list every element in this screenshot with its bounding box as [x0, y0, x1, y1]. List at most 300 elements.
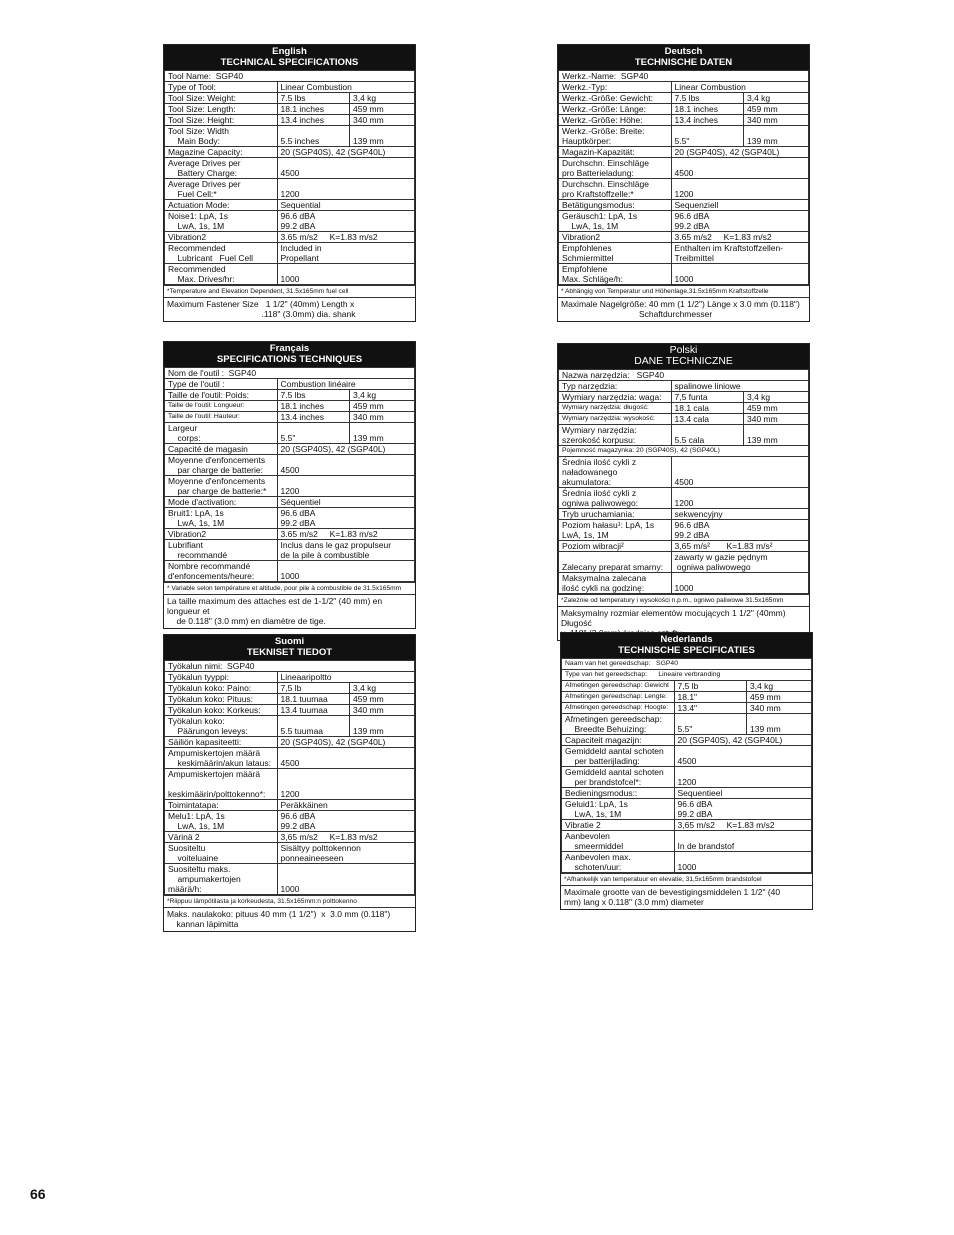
- spec-value-metric: 139 mm: [744, 425, 809, 446]
- spec-label: Nombre recommandé d'enfoncements/heure:: [165, 561, 278, 582]
- spec-value-imperial: 18.1 cala: [671, 403, 744, 414]
- spec-label: Empfohlenes Schmiermittel: [559, 243, 672, 264]
- spec-row: [562, 746, 812, 767]
- spec-row: [559, 370, 809, 381]
- section-title: DANE TECHNICZNE: [634, 356, 733, 367]
- spec-value-imperial: 13.4 cala: [671, 414, 744, 425]
- spec-value: 1000: [671, 264, 809, 285]
- spec-label: Werkz.-Größe: Höhe:: [559, 115, 672, 126]
- section-language: English: [272, 46, 307, 57]
- spec-label: Poziom hałasu¹: LpA, 1s LwA, 1s, 1M: [559, 520, 672, 541]
- spec-value-imperial: 7.5 lbs: [277, 93, 350, 104]
- spec-label: Wymiary narzędzia: waga:: [559, 392, 672, 403]
- section-header: [561, 633, 812, 658]
- spec-row: [559, 520, 809, 541]
- spec-value-metric: 340 mm: [350, 705, 415, 716]
- spec-value: 1200: [277, 179, 415, 200]
- spec-value: 1000: [277, 864, 415, 895]
- spec-value: 20 (SGP40S), 42 (SGP40L): [277, 737, 415, 748]
- spec-row: [559, 158, 809, 179]
- spec-value-metric: 459 mm: [350, 401, 415, 412]
- spec-value-metric: 3,4 kg: [744, 93, 809, 104]
- spec-label: Vibration2: [165, 529, 278, 540]
- spec-footnote: *Temperature and Elevation Dependent, 31.5x165mm fuel cell: [164, 285, 415, 298]
- spec-value: 1200: [277, 476, 415, 497]
- spec-label: Magazine Capacity:: [165, 147, 278, 158]
- spec-label: Average Drives per Fuel Cell:*: [165, 179, 278, 200]
- spec-value-metric: 139 mm: [350, 126, 415, 147]
- spec-value-imperial: 18.1 inches: [671, 104, 744, 115]
- spec-label: Taille de l'outil: Poids:: [165, 390, 278, 401]
- spec-value: 1200: [674, 767, 812, 788]
- spec-value: Included in Propellant: [277, 243, 415, 264]
- spec-row: [559, 200, 809, 211]
- spec-value-imperial: 18.1": [674, 692, 747, 703]
- spec-row: [559, 403, 809, 414]
- spec-value-metric: 459 mm: [744, 104, 809, 115]
- spec-value-imperial: 5.5": [674, 714, 747, 735]
- spec-value: 3.65 m/s2 K=1.83 m/s2: [671, 232, 809, 243]
- spec-row: [165, 455, 415, 476]
- spec-rows: [164, 660, 415, 895]
- spec-row: [165, 264, 415, 285]
- spec-value-metric: 139 mm: [350, 716, 415, 737]
- spec-row: [562, 703, 812, 714]
- spec-label: Betätigungsmodus:: [559, 200, 672, 211]
- spec-table-english: [163, 44, 416, 322]
- spec-label: Taille de l'outil: Longueur:: [165, 401, 278, 412]
- section-language: Deutsch: [664, 46, 703, 57]
- spec-value: 1200: [671, 488, 809, 509]
- spec-value: 20 (SGP40S), 42 (SGP40L): [277, 444, 415, 455]
- spec-value: 4500: [277, 158, 415, 179]
- spec-label: Type de l'outil :: [165, 379, 278, 390]
- spec-table-francais: [163, 341, 416, 629]
- spec-label: Naam van het gereedschap: SGP40: [562, 659, 812, 670]
- spec-row: [165, 243, 415, 264]
- spec-value: Sequential: [277, 200, 415, 211]
- spec-value-imperial: 5.5 cala: [671, 425, 744, 446]
- spec-value-imperial: 13.4 tuumaa: [277, 705, 350, 716]
- spec-row: [165, 705, 415, 716]
- spec-label: Afmetingen gereedschap: Hoogte:: [562, 703, 675, 714]
- spec-label: Afmetingen gereedschap: Gewicht: [562, 681, 675, 692]
- spec-row: [559, 446, 809, 457]
- spec-label: Actuation Mode:: [165, 200, 278, 211]
- spec-label: Vibratie 2: [562, 820, 675, 831]
- spec-table-nederlands: [560, 632, 813, 910]
- spec-label: Pojemność magazynka: 20 (SGP40S), 42 (SGP40L): [559, 446, 809, 457]
- max-fastener-size: Maximale grootte van de bevestigingsmiddelen 1 1/2" (40 mm) lang x 0.118" (3.0 mm) diameter: [564, 887, 781, 907]
- spec-row: [559, 104, 809, 115]
- spec-label: Tryb uruchamiania:: [559, 509, 672, 520]
- spec-value-metric: 459 mm: [350, 104, 415, 115]
- section-header: [164, 635, 415, 660]
- spec-row: [165, 423, 415, 444]
- spec-value-imperial: 18.1 tuumaa: [277, 694, 350, 705]
- spec-row: [559, 147, 809, 158]
- spec-row: [165, 126, 415, 147]
- spec-label: Poziom wibracji²: [559, 541, 672, 552]
- spec-row: [559, 82, 809, 93]
- spec-row: [559, 211, 809, 232]
- spec-value: Linear Combustion: [277, 82, 415, 93]
- spec-value-imperial: 7,5 funta: [671, 392, 744, 403]
- spec-value-metric: 459 mm: [744, 403, 809, 414]
- section-header: [558, 344, 809, 369]
- spec-row: [562, 788, 812, 799]
- spec-row: [559, 573, 809, 594]
- spec-value: 3.65 m/s2 K=1.83 m/s2: [277, 232, 415, 243]
- spec-value-imperial: 5.5": [671, 126, 744, 147]
- spec-row: [165, 368, 415, 379]
- spec-label: Afmetingen gereedschap: Breedte Behuizing:: [562, 714, 675, 735]
- spec-value: 1000: [277, 561, 415, 582]
- spec-value-metric: 3,4 kg: [350, 390, 415, 401]
- spec-value-metric: 3,4 kg: [350, 683, 415, 694]
- spec-label: Geräusch1: LpA, 1s LwA, 1s, 1M: [559, 211, 672, 232]
- spec-label: Noise1: LpA, 1s LwA, 1s, 1M: [165, 211, 278, 232]
- spec-value: zawarty w gazie pędnym ogniwa paliwowego: [671, 552, 809, 573]
- spec-label: Mode d'activation:: [165, 497, 278, 508]
- spec-row: [165, 661, 415, 672]
- spec-row: [165, 832, 415, 843]
- spec-value: 3,65 m/s² K=1.83 m/s²: [671, 541, 809, 552]
- section-language: Nederlands: [660, 634, 713, 645]
- spec-rows: [561, 658, 812, 873]
- spec-value: Sequentieel: [674, 788, 812, 799]
- spec-row: [165, 748, 415, 769]
- spec-value: 96.6 dBA 99.2 dBA: [671, 211, 809, 232]
- spec-value-metric: 139 mm: [350, 423, 415, 444]
- spec-label: Työkalun tyyppi:: [165, 672, 278, 683]
- spec-value: Enthalten im Kraftstoffzellen- Treibmittel: [671, 243, 809, 264]
- spec-value-imperial: 18.1 inches: [277, 401, 350, 412]
- spec-row: [559, 414, 809, 425]
- spec-label: Typ narzędzia:: [559, 381, 672, 392]
- spec-row: [165, 390, 415, 401]
- spec-label: Type of Tool:: [165, 82, 278, 93]
- spec-row: [559, 541, 809, 552]
- spec-value: Lineaaripoltto: [277, 672, 415, 683]
- spec-label: Capacité de magasin: [165, 444, 278, 455]
- spec-row: [562, 820, 812, 831]
- spec-footnote: *Riippuu lämpötilasta ja korkeudesta, 31.5x165mm:n polttokenno: [164, 895, 415, 908]
- spec-row: [559, 392, 809, 403]
- spec-label: Nazwa narzędzia: SGP40: [559, 370, 809, 381]
- spec-value: Inclus dans le gaz propulseur de la pile à combustible: [277, 540, 415, 561]
- spec-label: Työkalun koko: Päärungon leveys:: [165, 716, 278, 737]
- spec-label: Taille de l'outil: Hauteur:: [165, 412, 278, 423]
- spec-label: Aanbevolen smeermiddel: [562, 831, 675, 852]
- spec-value-imperial: 5.5 inches: [277, 126, 350, 147]
- spec-row: [559, 179, 809, 200]
- spec-value: 96.6 dBA 99.2 dBA: [674, 799, 812, 820]
- spec-row: [165, 211, 415, 232]
- spec-value-metric: 3,4 kg: [747, 681, 812, 692]
- spec-label: Suositeltu maks. ampumakertojen määrä/h:: [165, 864, 278, 895]
- spec-value-imperial: 13.4 inches: [277, 115, 350, 126]
- spec-value-imperial: 7,5 lb: [277, 683, 350, 694]
- spec-value-imperial: 7.5 lbs: [277, 390, 350, 401]
- spec-row: [562, 831, 812, 852]
- spec-label: Työkalun koko: Korkeus:: [165, 705, 278, 716]
- spec-label: Aanbevolen max. schoten/uur:: [562, 852, 675, 873]
- spec-row: [559, 552, 809, 573]
- spec-row: [165, 476, 415, 497]
- spec-row: [165, 444, 415, 455]
- spec-row: [165, 115, 415, 126]
- spec-label: Wymiary narzędzia: wysokość:: [559, 414, 672, 425]
- section-header: [164, 342, 415, 367]
- spec-rows: [164, 367, 415, 582]
- spec-label: Geluid1: LpA, 1s LwA, 1s, 1M: [562, 799, 675, 820]
- spec-row: [562, 714, 812, 735]
- spec-row: [165, 401, 415, 412]
- spec-row: [165, 811, 415, 832]
- section-language: Français: [269, 343, 310, 354]
- spec-row: [165, 737, 415, 748]
- spec-label: Recommended Lubricant Fuel Cell: [165, 243, 278, 264]
- spec-value: 3,65 m/s2 K=1.83 m/s2: [674, 820, 812, 831]
- spec-rows: [164, 70, 415, 285]
- spec-value: Sisältyy polttokennon ponneaineeseen: [277, 843, 415, 864]
- spec-row: [559, 264, 809, 285]
- spec-value: 20 (SGP40S), 42 (SGP40L): [277, 147, 415, 158]
- spec-row: [165, 672, 415, 683]
- spec-label: Wymiary narzędzia: szerokość korpusu:: [559, 425, 672, 446]
- spec-row: [562, 681, 812, 692]
- section-title: TEKNISET TIEDOT: [246, 647, 333, 658]
- spec-value: 1200: [277, 769, 415, 800]
- spec-label: Bruit1: LpA, 1s LwA, 1s, 1M: [165, 508, 278, 529]
- spec-value: 3,65 m/s2 K=1.83 m/s2: [277, 832, 415, 843]
- spec-label: Vibration2: [559, 232, 672, 243]
- spec-row: [559, 243, 809, 264]
- spec-row: [562, 735, 812, 746]
- spec-value-imperial: 5.5 tuumaa: [277, 716, 350, 737]
- spec-value: In de brandstof: [674, 831, 812, 852]
- spec-row: [165, 540, 415, 561]
- spec-row: [165, 800, 415, 811]
- max-fastener-size: Maximum Fastener Size 1 1/2" (40mm) Length x .118" (3.0mm) dia. shank: [167, 299, 356, 319]
- spec-row: [165, 843, 415, 864]
- spec-value-imperial: 13.4 inches: [671, 115, 744, 126]
- spec-rows: [558, 70, 809, 285]
- spec-value-imperial: 13.4": [674, 703, 747, 714]
- spec-label: Zalecany preparat smarny:: [559, 552, 672, 573]
- section-header: [558, 45, 809, 70]
- max-fastener-size: Maks. naulakoko: pituus 40 mm (1 1/2") x 3.0 mm (0.118") kannan läpimitta: [167, 909, 391, 929]
- spec-value: Linear Combustion: [671, 82, 809, 93]
- spec-value-metric: 139 mm: [744, 126, 809, 147]
- spec-value: 96.6 dBA 99.2 dBA: [277, 508, 415, 529]
- spec-label: Värinä 2: [165, 832, 278, 843]
- spec-label: Werkz.-Typ:: [559, 82, 672, 93]
- spec-value-metric: 340 mm: [744, 414, 809, 425]
- spec-label: Moyenne d'enfoncements par charge de batterie:: [165, 455, 278, 476]
- spec-label: Tool Size: Weight:: [165, 93, 278, 104]
- spec-row: [165, 147, 415, 158]
- spec-value: sekwencyjny: [671, 509, 809, 520]
- spec-value: 20 (SGP40S), 42 (SGP40L): [674, 735, 812, 746]
- spec-row: [165, 93, 415, 104]
- spec-value: Peräkkäinen: [277, 800, 415, 811]
- spec-value: 4500: [671, 158, 809, 179]
- spec-value-metric: 340 mm: [350, 115, 415, 126]
- spec-row: [559, 381, 809, 392]
- spec-label: Empfohlene Max. Schläge/h:: [559, 264, 672, 285]
- spec-footnote: * Variable selon température et altitude, pour pile à combustible de 31.5x165mm: [164, 582, 415, 595]
- spec-row: [165, 104, 415, 115]
- spec-row: [559, 126, 809, 147]
- spec-row: [165, 769, 415, 800]
- spec-label: Nom de l'outil : SGP40: [165, 368, 415, 379]
- spec-row: [165, 716, 415, 737]
- spec-row: [165, 379, 415, 390]
- spec-value: 96.6 dBA 99.2 dBA: [671, 520, 809, 541]
- spec-value: 1000: [277, 264, 415, 285]
- spec-label: Työkalun koko: Paino:: [165, 683, 278, 694]
- spec-label: Capaciteit magazijn:: [562, 735, 675, 746]
- spec-row: [165, 529, 415, 540]
- spec-row: [165, 200, 415, 211]
- spec-value: 3.65 m/s2 K=1.83 m/s2: [277, 529, 415, 540]
- spec-label: Tool Size: Height:: [165, 115, 278, 126]
- section-header: [164, 45, 415, 70]
- spec-row: [165, 864, 415, 895]
- spec-row: [165, 179, 415, 200]
- spec-row: [562, 659, 812, 670]
- spec-value-imperial: 13.4 inches: [277, 412, 350, 423]
- spec-value: 96.6 dBA 99.2 dBA: [277, 811, 415, 832]
- spec-row: [559, 425, 809, 446]
- spec-value-metric: 459 mm: [350, 694, 415, 705]
- spec-value-metric: 3,4 kg: [350, 93, 415, 104]
- spec-row: [559, 93, 809, 104]
- spec-value: 4500: [277, 455, 415, 476]
- spec-value: Sequenziell: [671, 200, 809, 211]
- spec-row: [559, 509, 809, 520]
- spec-value: 4500: [674, 746, 812, 767]
- spec-row: [165, 158, 415, 179]
- spec-label: Afmetingen gereedschap: Lengte:: [562, 692, 675, 703]
- spec-footnote: *Zależnie od temperatury i wysokości n.p.m., ogniwo paliwowe 31.5x165mm: [558, 594, 809, 607]
- spec-label: Werkz.-Größe: Breite: Hauptkörper:: [559, 126, 672, 147]
- spec-label: Tool Name: SGP40: [165, 71, 415, 82]
- spec-row: [562, 692, 812, 703]
- spec-label: Toimintatapa:: [165, 800, 278, 811]
- spec-row: [165, 412, 415, 423]
- spec-label: Lubrifiant recommandé: [165, 540, 278, 561]
- spec-row: [165, 683, 415, 694]
- spec-value: 96.6 dBA 99.2 dBA: [277, 211, 415, 232]
- spec-label: Średnia ilość cykli z naładowanego akumulatora:: [559, 457, 672, 488]
- max-fastener-size: La taille maximum des attaches est de 1-1/2" (40 mm) en longueur et de 0.118" (3.0 mm) en diamètre de tige.: [167, 596, 383, 626]
- spec-label: Werkz.-Größe: Gewicht:: [559, 93, 672, 104]
- spec-label: Suositeltu voiteluaine: [165, 843, 278, 864]
- spec-label: Ampumiskertojen määrä keskimäärin/polttokenno*:: [165, 769, 278, 800]
- spec-label: Vibration2: [165, 232, 278, 243]
- spec-value-imperial: 7,5 lb: [674, 681, 747, 692]
- section-title: SPECIFICATIONS TECHNIQUES: [216, 354, 363, 365]
- spec-label: Średnia ilość cykli z ogniwa paliwowego:: [559, 488, 672, 509]
- spec-label: Werkz.-Größe: Länge:: [559, 104, 672, 115]
- spec-label: Gemiddeld aantal schoten per batterijlading:: [562, 746, 675, 767]
- spec-footnote: *Afhankelijk van temperatuur en elevatie, 31,5x165mm brandstofcel: [561, 873, 812, 886]
- spec-label: Werkz.-Name: SGP40: [559, 71, 809, 82]
- spec-label: Työkalun koko: Pituus:: [165, 694, 278, 705]
- spec-row: [165, 561, 415, 582]
- spec-value: 1000: [671, 573, 809, 594]
- spec-value: 1200: [671, 179, 809, 200]
- spec-row: [165, 508, 415, 529]
- spec-rows: [558, 369, 809, 594]
- spec-row: [559, 488, 809, 509]
- spec-row: [562, 799, 812, 820]
- spec-table-suomi: [163, 634, 416, 932]
- spec-label: Durchschn. Einschläge pro Batterieladung:: [559, 158, 672, 179]
- spec-value-metric: 459 mm: [747, 692, 812, 703]
- spec-label: Työkalun nimi: SGP40: [165, 661, 415, 672]
- spec-value: Séquentiel: [277, 497, 415, 508]
- section-title: TECHNICAL SPECIFICATIONS: [220, 57, 359, 68]
- spec-row: [165, 497, 415, 508]
- spec-value-imperial: 5.5": [277, 423, 350, 444]
- spec-table-deutsch: [557, 44, 810, 322]
- spec-value: 4500: [277, 748, 415, 769]
- spec-label: Magazin-Kapazität:: [559, 147, 672, 158]
- spec-row: [165, 82, 415, 93]
- section-title: TECHNISCHE SPECIFICATIES: [618, 645, 755, 656]
- section-language: Polski: [669, 345, 698, 356]
- spec-value: 20 (SGP40S), 42 (SGP40L): [671, 147, 809, 158]
- section-language: Suomi: [274, 636, 305, 647]
- spec-row: [559, 232, 809, 243]
- spec-label: Largeur corps:: [165, 423, 278, 444]
- spec-label: Wymiary narzędzia: długość:: [559, 403, 672, 414]
- spec-row: [165, 694, 415, 705]
- spec-label: Bedieningsmodus::: [562, 788, 675, 799]
- spec-label: Säiliön kapasiteetti:: [165, 737, 278, 748]
- spec-label: Melu1: LpA, 1s LwA, 1s, 1M: [165, 811, 278, 832]
- spec-label: Average Drives per Battery Charge:: [165, 158, 278, 179]
- spec-row: [559, 457, 809, 488]
- spec-label: Type van het gereedschap: Lineaire verbranding: [562, 670, 812, 681]
- spec-row: [165, 71, 415, 82]
- spec-value-metric: 340 mm: [747, 703, 812, 714]
- spec-label: Maksymalna zalecana ilość cykli na godzinę:: [559, 573, 672, 594]
- spec-row: [559, 115, 809, 126]
- spec-footnote: * Abhängig von Temperatur und Höhenlage,31.5x165mm Kraftstoffzelle: [558, 285, 809, 298]
- spec-value: Combustion linéaire: [277, 379, 415, 390]
- spec-value-metric: 3,4 kg: [744, 392, 809, 403]
- spec-row: [562, 670, 812, 681]
- max-fastener-size: Maximale Nagelgröße: 40 mm (1 1/2") Länge x 3.0 mm (0.118") Schaftdurchmesser: [561, 299, 800, 319]
- spec-value: 4500: [671, 457, 809, 488]
- section-title: TECHNISCHE DATEN: [634, 57, 733, 68]
- spec-value-imperial: 18.1 inches: [277, 104, 350, 115]
- spec-label: Tool Size: Width Main Body:: [165, 126, 278, 147]
- max-fastener-size: Maksymalny rozmiar elementów mocujących 1 1/2" (40mm) Długość: [561, 608, 786, 628]
- spec-label: Ampumiskertojen määrä keskimäärin/akun lataus:: [165, 748, 278, 769]
- spec-row: [559, 71, 809, 82]
- spec-table-polski: [557, 343, 810, 641]
- spec-row: [165, 232, 415, 243]
- spec-row: [562, 852, 812, 873]
- spec-label: Recommended Max. Drives/hr:: [165, 264, 278, 285]
- page-number: 66: [30, 1186, 46, 1202]
